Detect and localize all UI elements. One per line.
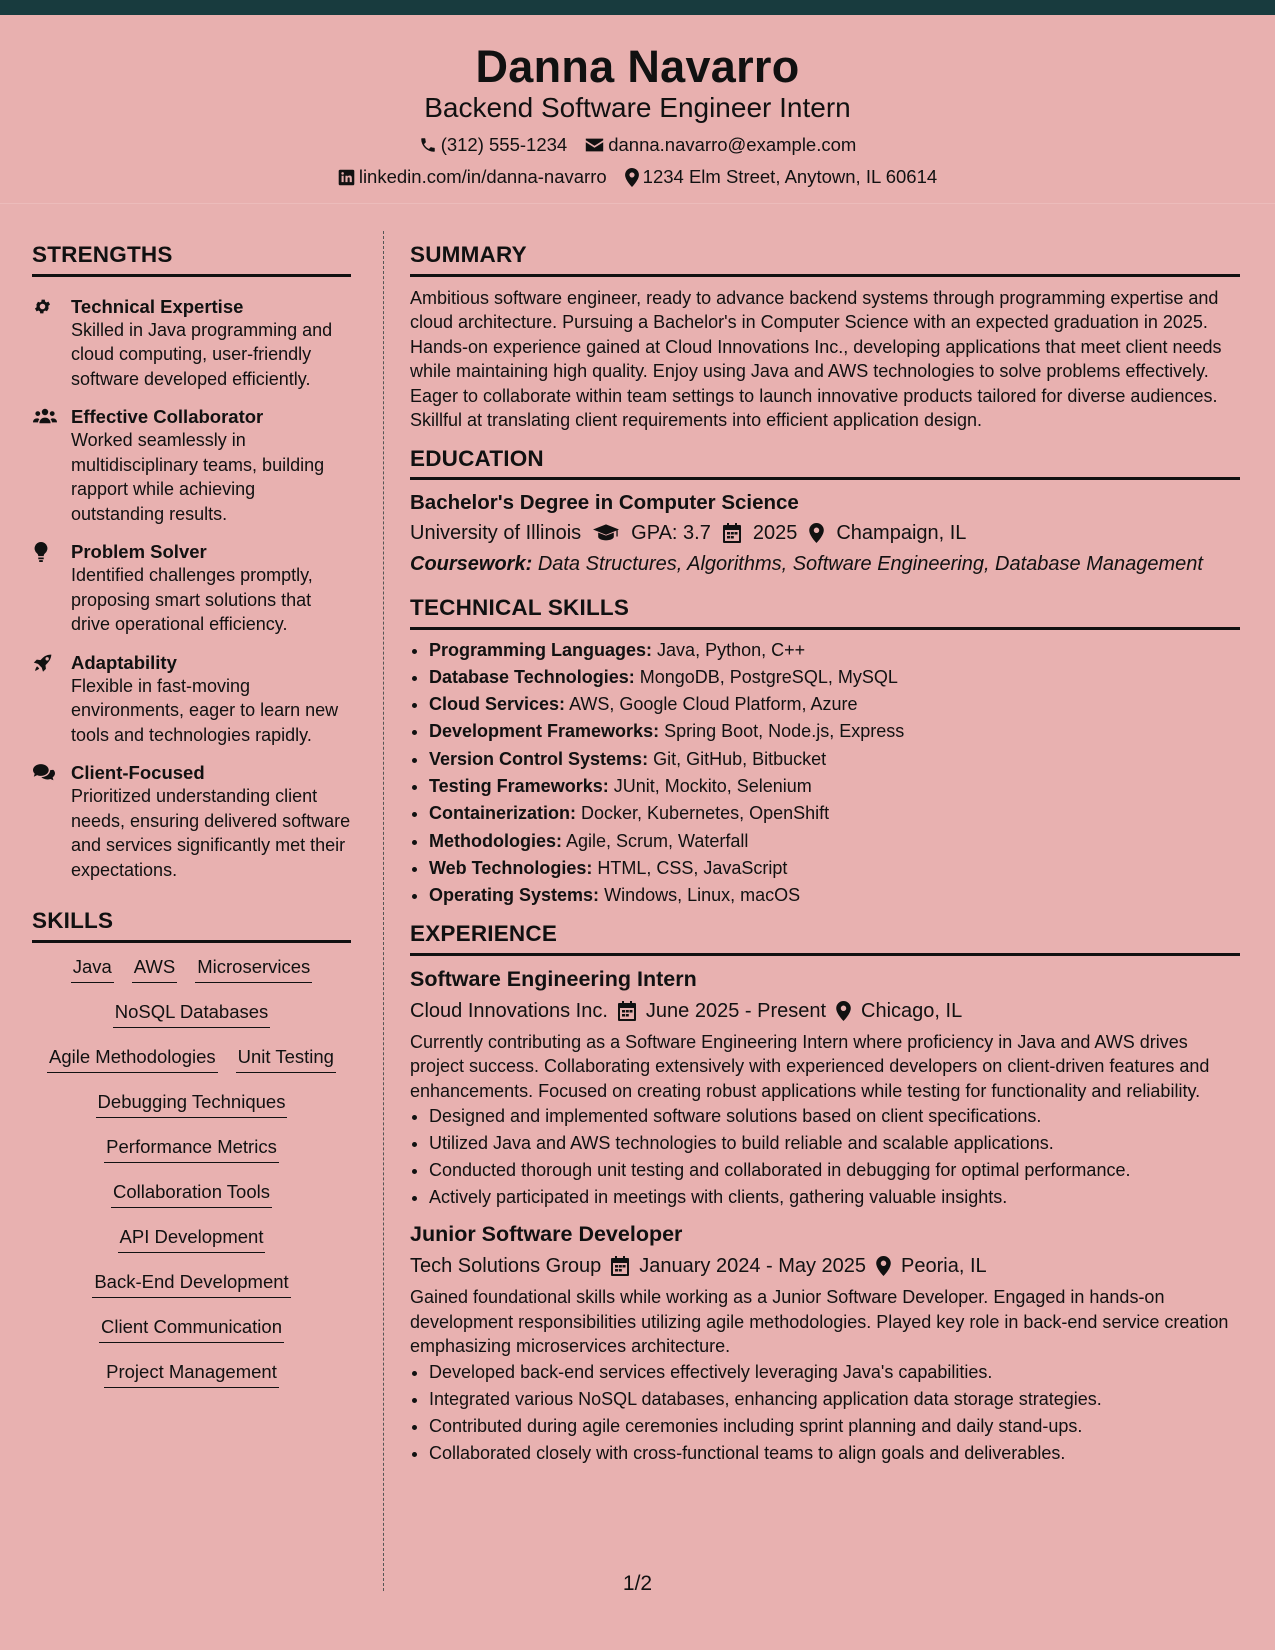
list-item: • Integrated various NoSQL databases, enhancing application data storage strategies. <box>429 1386 1240 1413</box>
email[interactable] <box>585 136 856 155</box>
skill-tag: NoSQL Databases <box>113 1000 271 1028</box>
top-bar <box>0 0 1275 15</box>
technical-skills-list <box>410 637 1240 910</box>
page-number: 1/2 <box>622 1572 653 1595</box>
job-meta <box>410 998 1240 1024</box>
skill-tag: Agile Methodologies <box>47 1045 218 1073</box>
linkedin[interactable] <box>338 168 607 187</box>
lightbulb-icon <box>33 542 49 562</box>
job-dates: June 2025 - Present <box>645 999 827 1022</box>
summary-heading: SUMMARY <box>410 244 1240 277</box>
contact-row-1 <box>0 136 1275 155</box>
list-item: • Version Control Systems: Git, GitHub, Bitbucket <box>429 746 1240 773</box>
envelope-icon <box>585 137 604 153</box>
phone-icon <box>419 136 437 154</box>
job-title: Junior Software Developer <box>410 1222 683 1247</box>
skill-tag: Project Management <box>104 1360 279 1388</box>
list-item: • Conducted thorough unit testing and collaborated in debugging for optimal performance. <box>429 1157 1240 1184</box>
grad-year: 2025 <box>752 522 798 544</box>
column-divider <box>383 231 384 1591</box>
skill-tag: Microservices <box>195 955 312 983</box>
phone-text: (312) 555-1234 <box>440 134 568 155</box>
strength-desc: Prioritized understanding client needs, ensuring delivered software and services significantly met their expectations. <box>71 786 351 880</box>
rocket-icon <box>33 653 53 673</box>
job-description: Gained foundational skills while working as a Junior Software Developer. Engaged in hands-on development responsibilities utilizing agile methodologies. Played key role in back-end service creation emphasizing microservices architecture. <box>410 1287 1229 1357</box>
job-bullets <box>410 1359 1240 1467</box>
degree-title: Bachelor's Degree in Computer Science <box>410 491 799 514</box>
calendar-icon <box>611 1256 629 1276</box>
list-item: • Containerization: Docker, Kubernetes, OpenShift <box>429 800 1240 827</box>
education-meta <box>410 520 1240 546</box>
skill-tag: Java <box>71 955 114 983</box>
graduation-cap-icon <box>593 524 619 542</box>
skill-tag: Debugging Techniques <box>96 1090 288 1118</box>
map-marker-icon <box>876 1256 891 1276</box>
school-name: University of Illinois <box>410 522 582 544</box>
technical-skills-heading: TECHNICAL SKILLS <box>410 597 1240 630</box>
list-item: • Testing Frameworks: JUnit, Mockito, Selenium <box>429 773 1240 800</box>
skill-tag: Client Communication <box>99 1315 284 1343</box>
email-text: danna.navarro@example.com <box>608 134 857 155</box>
map-marker-icon <box>836 1001 851 1021</box>
job-entry <box>410 965 1240 1212</box>
job-description: Currently contributing as a Software Engineering Intern where proficiency in Java and AWS drives project success. Collaborating extensively with experienced developers on client-driven features and enhancements. Focused on creating robust applications while testing for functionality and reliability. <box>410 1031 1210 1101</box>
skill-tag: Unit Testing <box>236 1045 336 1073</box>
comments-icon <box>33 763 55 781</box>
candidate-name: Danna Navarro <box>475 41 800 92</box>
address-text: 1234 Elm Street, Anytown, IL 60614 <box>642 166 938 188</box>
list-item: • Utilized Java and AWS technologies to build reliable and scalable applications. <box>429 1130 1240 1157</box>
list-item: • Contributed during agile ceremonies including sprint planning and daily stand-ups. <box>429 1413 1240 1440</box>
skill-tag: Back-End Development <box>92 1270 290 1298</box>
list-item: • Operating Systems: Windows, Linux, macOS <box>429 882 1240 909</box>
list-item: • Developed back-end services effectively leveraging Java's capabilities. <box>429 1359 1240 1386</box>
strength-desc: Flexible in fast-moving environments, eager to learn new tools and technologies rapidly. <box>71 675 339 745</box>
map-marker-icon <box>809 523 824 543</box>
list-item: • Database Technologies: MongoDB, PostgreSQL, MySQL <box>429 664 1240 691</box>
school-location: Champaign, IL <box>836 522 967 544</box>
skills-list <box>32 955 351 1405</box>
experience-section <box>410 923 1240 1467</box>
calendar-icon <box>618 1001 636 1021</box>
list-item: • Development Frameworks: Spring Boot, Node.js, Express <box>429 718 1240 745</box>
users-icon <box>33 407 57 425</box>
list-item: • Methodologies: Agile, Scrum, Waterfall <box>429 828 1240 855</box>
skill-tag: Performance Metrics <box>104 1135 279 1163</box>
strength-title: Effective Collaborator <box>71 406 264 427</box>
job-location: Chicago, IL <box>861 999 963 1022</box>
job-title: Software Engineering Intern <box>410 966 697 991</box>
strength-title: Problem Solver <box>71 541 207 562</box>
gpa: GPA: 3.7 <box>631 522 711 544</box>
strength-desc: Identified challenges promptly, proposing smart solutions that drive operational efficiency. <box>71 565 313 634</box>
contact-row-2 <box>0 168 1275 187</box>
phone <box>419 136 568 155</box>
list-item: • Collaborated closely with cross-functional teams to align goals and deliverables. <box>429 1440 1240 1467</box>
skill-tag: API Development <box>118 1225 266 1253</box>
resume-header <box>0 15 1275 204</box>
job-location: Peoria, IL <box>901 1255 987 1278</box>
job-bullets <box>410 1103 1240 1211</box>
experience-heading: EXPERIENCE <box>410 923 1240 956</box>
list-item: • Cloud Services: AWS, Google Cloud Platform, Azure <box>429 691 1240 718</box>
skill-tag: Collaboration Tools <box>111 1180 272 1208</box>
coursework-label: Coursework: <box>410 553 533 575</box>
strength-item <box>32 295 351 392</box>
skills-heading: SKILLS <box>32 910 351 943</box>
job-entry <box>410 1220 1240 1467</box>
coursework-text: Data Structures, Algorithms, Software Engineering, Database Management <box>537 553 1203 575</box>
job-meta <box>410 1253 1240 1279</box>
summary-text: Ambitious software engineer, ready to advance backend systems through programming expertise and cloud architecture. Pursuing a Bachelor's in Computer Science with an expected graduation in 2025. Hands-on experience gained at Cloud Innovations Inc., developing applications that meet client needs while maintaining high quality. Enjoy using Java and AWS technologies to solve problems effectively. Eager to collaborate within team settings to launch innovative products tailored for diverse audiences. Skillful at translating client requirements into efficient application design. <box>410 287 1222 430</box>
skill-tag: AWS <box>132 955 177 983</box>
candidate-title: Backend Software Engineer Intern <box>424 92 851 123</box>
linkedin-icon <box>338 169 355 186</box>
left-column <box>32 244 351 1405</box>
map-marker-icon <box>625 168 639 187</box>
education-section <box>410 445 1240 578</box>
coursework <box>410 551 1240 577</box>
strength-desc: Worked seamlessly in multidisciplinary teams, building rapport while achieving outstanding results. <box>71 430 325 524</box>
education-heading: EDUCATION <box>410 448 1240 481</box>
list-item: • Web Technologies: HTML, CSS, JavaScript <box>429 855 1240 882</box>
right-column <box>410 244 1240 1467</box>
list-item: • Designed and implemented software solutions based on client specifications. <box>429 1103 1240 1130</box>
strengths-heading: STRENGTHS <box>32 244 351 277</box>
technical-skills-section <box>410 597 1240 909</box>
company-name: Cloud Innovations Inc. <box>410 999 608 1022</box>
address <box>625 168 937 187</box>
gear-icon <box>33 297 52 316</box>
strength-item <box>32 761 351 882</box>
job-dates: January 2024 - May 2025 <box>639 1255 867 1278</box>
strength-title: Client-Focused <box>71 762 205 783</box>
list-item: • Programming Languages: Java, Python, C++ <box>429 637 1240 664</box>
company-name: Tech Solutions Group <box>410 1255 602 1278</box>
strength-item <box>32 651 351 748</box>
calendar-icon <box>723 523 741 543</box>
list-item: • Actively participated in meetings with clients, gathering valuable insights. <box>429 1184 1240 1211</box>
linkedin-text: linkedin.com/in/danna-navarro <box>358 166 607 188</box>
strength-title: Adaptability <box>71 651 177 673</box>
strength-item <box>32 405 351 526</box>
strength-desc: Skilled in Java programming and cloud computing, user-friendly software developed efficiently. <box>71 319 333 389</box>
strength-item <box>32 540 351 637</box>
strength-title: Technical Expertise <box>71 295 244 317</box>
